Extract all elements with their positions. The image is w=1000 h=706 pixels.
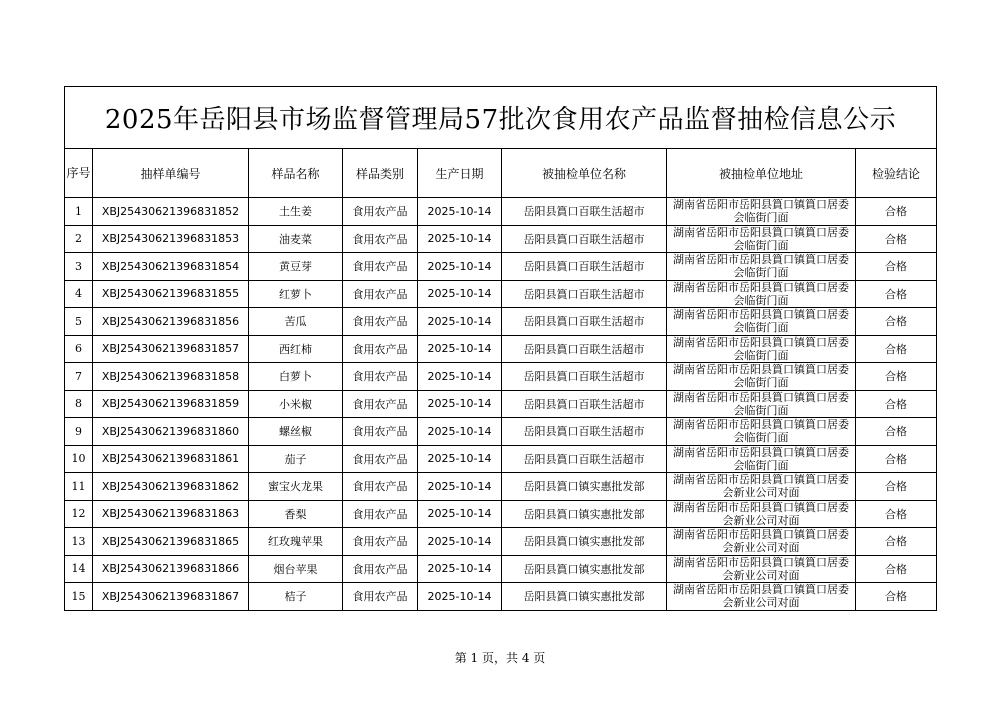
cell-unit: 岳阳县篔口镇实惠批发部	[502, 555, 667, 583]
cell-result: 合格	[856, 583, 937, 611]
cell-name: 茄子	[249, 445, 343, 473]
inspection-table	[64, 86, 937, 611]
cell-address	[667, 473, 856, 501]
cell-seq: 3	[65, 253, 93, 281]
cell-seq: 12	[65, 500, 93, 528]
cell-seq: 15	[65, 583, 93, 611]
cell-name: 红玫瑰苹果	[249, 528, 343, 556]
cell-date: 2025-10-14	[418, 555, 502, 583]
cell-seq: 9	[65, 418, 93, 446]
cell-date: 2025-10-14	[418, 308, 502, 336]
cell-result: 合格	[856, 445, 937, 473]
header-seq: 序号	[65, 149, 93, 198]
cell-category: 食用农产品	[343, 308, 418, 336]
cell-address	[667, 500, 856, 528]
table-row	[65, 335, 937, 363]
cell-name: 香梨	[249, 500, 343, 528]
cell-code: XBJ25430621396831859	[93, 390, 249, 418]
table-row	[65, 418, 937, 446]
cell-unit: 岳阳县篔口百联生活超市	[502, 280, 667, 308]
cell-name: 蜜宝火龙果	[249, 473, 343, 501]
cell-seq: 2	[65, 225, 93, 253]
cell-address	[667, 198, 856, 226]
cell-unit: 岳阳县篔口百联生活超市	[502, 390, 667, 418]
cell-result: 合格	[856, 253, 937, 281]
cell-result: 合格	[856, 198, 937, 226]
cell-date: 2025-10-14	[418, 280, 502, 308]
cell-code: XBJ25430621396831863	[93, 500, 249, 528]
cell-address-text: 湖南省岳阳市岳阳县篔口镇篔口居委会临街门面	[673, 418, 849, 445]
table-row	[65, 500, 937, 528]
cell-address	[667, 418, 856, 446]
cell-date: 2025-10-14	[418, 583, 502, 611]
table-row	[65, 473, 937, 501]
table-row	[65, 555, 937, 583]
cell-unit: 岳阳县篔口百联生活超市	[502, 335, 667, 363]
cell-category: 食用农产品	[343, 198, 418, 226]
cell-code: XBJ25430621396831858	[93, 363, 249, 391]
cell-address-text: 湖南省岳阳市岳阳县篔口镇篔口居委会临街门面	[673, 280, 849, 307]
cell-address	[667, 363, 856, 391]
cell-code: XBJ25430621396831855	[93, 280, 249, 308]
cell-result: 合格	[856, 225, 937, 253]
cell-unit: 岳阳县篔口镇实惠批发部	[502, 583, 667, 611]
cell-date: 2025-10-14	[418, 473, 502, 501]
cell-seq: 10	[65, 445, 93, 473]
cell-address-text: 湖南省岳阳市岳阳县篔口镇篔口居委会新业公司对面	[673, 500, 849, 527]
cell-code: XBJ25430621396831866	[93, 555, 249, 583]
cell-result: 合格	[856, 363, 937, 391]
cell-seq: 6	[65, 335, 93, 363]
cell-code: XBJ25430621396831854	[93, 253, 249, 281]
cell-code: XBJ25430621396831867	[93, 583, 249, 611]
cell-result: 合格	[856, 280, 937, 308]
cell-date: 2025-10-14	[418, 363, 502, 391]
cell-result: 合格	[856, 500, 937, 528]
cell-category: 食用农产品	[343, 225, 418, 253]
header-unit: 被抽检单位名称	[502, 149, 667, 198]
header-code: 抽样单编号	[93, 149, 249, 198]
cell-address	[667, 445, 856, 473]
cell-unit: 岳阳县篔口百联生活超市	[502, 225, 667, 253]
cell-category: 食用农产品	[343, 418, 418, 446]
cell-category: 食用农产品	[343, 473, 418, 501]
cell-result: 合格	[856, 473, 937, 501]
cell-result: 合格	[856, 418, 937, 446]
cell-address	[667, 253, 856, 281]
cell-name: 螺丝椒	[249, 418, 343, 446]
cell-name: 土生姜	[249, 198, 343, 226]
table-body	[65, 198, 937, 611]
table-row	[65, 280, 937, 308]
cell-category: 食用农产品	[343, 390, 418, 418]
cell-address-text: 湖南省岳阳市岳阳县篔口镇篔口居委会临街门面	[673, 198, 849, 225]
cell-address	[667, 308, 856, 336]
cell-result: 合格	[856, 335, 937, 363]
table-row	[65, 528, 937, 556]
cell-address-text: 湖南省岳阳市岳阳县篔口镇篔口居委会临街门面	[673, 335, 849, 362]
cell-name: 烟台苹果	[249, 555, 343, 583]
cell-date: 2025-10-14	[418, 225, 502, 253]
cell-address	[667, 280, 856, 308]
header-address: 被抽检单位地址	[667, 149, 856, 198]
cell-code: XBJ25430621396831857	[93, 335, 249, 363]
cell-address-text: 湖南省岳阳市岳阳县篔口镇篔口居委会新业公司对面	[673, 473, 849, 500]
cell-date: 2025-10-14	[418, 390, 502, 418]
cell-category: 食用农产品	[343, 335, 418, 363]
cell-date: 2025-10-14	[418, 528, 502, 556]
table-row	[65, 308, 937, 336]
cell-code: XBJ25430621396831861	[93, 445, 249, 473]
cell-category: 食用农产品	[343, 280, 418, 308]
cell-date: 2025-10-14	[418, 335, 502, 363]
cell-seq: 5	[65, 308, 93, 336]
cell-address-text: 湖南省岳阳市岳阳县篔口镇篔口居委会临街门面	[673, 253, 849, 280]
cell-category: 食用农产品	[343, 500, 418, 528]
table-row	[65, 253, 937, 281]
cell-unit: 岳阳县篔口百联生活超市	[502, 198, 667, 226]
cell-address-text: 湖南省岳阳市岳阳县篔口镇篔口居委会新业公司对面	[673, 528, 849, 555]
cell-unit: 岳阳县篔口百联生活超市	[502, 418, 667, 446]
cell-unit: 岳阳县篔口镇实惠批发部	[502, 500, 667, 528]
cell-name: 小米椒	[249, 390, 343, 418]
table-row	[65, 198, 937, 226]
cell-code: XBJ25430621396831853	[93, 225, 249, 253]
cell-unit: 岳阳县篔口百联生活超市	[502, 253, 667, 281]
cell-category: 食用农产品	[343, 445, 418, 473]
cell-category: 食用农产品	[343, 363, 418, 391]
cell-category: 食用农产品	[343, 555, 418, 583]
cell-code: XBJ25430621396831860	[93, 418, 249, 446]
cell-category: 食用农产品	[343, 528, 418, 556]
cell-date: 2025-10-14	[418, 445, 502, 473]
header-result: 检验结论	[856, 149, 937, 198]
cell-code: XBJ25430621396831865	[93, 528, 249, 556]
table-row	[65, 225, 937, 253]
cell-result: 合格	[856, 308, 937, 336]
cell-seq: 1	[65, 198, 93, 226]
cell-address	[667, 528, 856, 556]
cell-address-text: 湖南省岳阳市岳阳县篔口镇篔口居委会临街门面	[673, 225, 849, 252]
cell-address	[667, 225, 856, 253]
cell-code: XBJ25430621396831852	[93, 198, 249, 226]
cell-code: XBJ25430621396831856	[93, 308, 249, 336]
cell-name: 油麦菜	[249, 225, 343, 253]
cell-seq: 7	[65, 363, 93, 391]
cell-unit: 岳阳县篔口百联生活超市	[502, 308, 667, 336]
cell-address	[667, 555, 856, 583]
cell-address-text: 湖南省岳阳市岳阳县篔口镇篔口居委会新业公司对面	[673, 583, 849, 610]
cell-category: 食用农产品	[343, 253, 418, 281]
page-footer: 第 1 页，共 4 页	[454, 651, 546, 665]
cell-name: 西红柿	[249, 335, 343, 363]
cell-address	[667, 335, 856, 363]
cell-date: 2025-10-14	[418, 253, 502, 281]
cell-address-text: 湖南省岳阳市岳阳县篔口镇篔口居委会临街门面	[673, 390, 849, 417]
cell-address-text: 湖南省岳阳市岳阳县篔口镇篔口居委会临街门面	[673, 308, 849, 335]
cell-name: 苦瓜	[249, 308, 343, 336]
header-category: 样品类别	[343, 149, 418, 198]
cell-seq: 11	[65, 473, 93, 501]
cell-unit: 岳阳县篔口镇实惠批发部	[502, 473, 667, 501]
cell-name: 黄豆芽	[249, 253, 343, 281]
cell-seq: 13	[65, 528, 93, 556]
document-title: 2025年岳阳县市场监督管理局57批次食用农产品监督抽检信息公示	[65, 87, 937, 149]
cell-unit: 岳阳县篔口百联生活超市	[502, 363, 667, 391]
cell-date: 2025-10-14	[418, 500, 502, 528]
cell-code: XBJ25430621396831862	[93, 473, 249, 501]
table-row	[65, 363, 937, 391]
cell-address-text: 湖南省岳阳市岳阳县篔口镇篔口居委会新业公司对面	[673, 555, 849, 582]
cell-name: 桔子	[249, 583, 343, 611]
cell-name: 白萝卜	[249, 363, 343, 391]
cell-address-text: 湖南省岳阳市岳阳县篔口镇篔口居委会临街门面	[673, 445, 849, 472]
header-date: 生产日期	[418, 149, 502, 198]
header-name: 样品名称	[249, 149, 343, 198]
cell-seq: 14	[65, 555, 93, 583]
cell-seq: 4	[65, 280, 93, 308]
cell-category: 食用农产品	[343, 583, 418, 611]
cell-date: 2025-10-14	[418, 198, 502, 226]
cell-address	[667, 583, 856, 611]
table-row	[65, 390, 937, 418]
cell-date: 2025-10-14	[418, 418, 502, 446]
cell-result: 合格	[856, 555, 937, 583]
table-row	[65, 445, 937, 473]
cell-address-text: 湖南省岳阳市岳阳县篔口镇篔口居委会临街门面	[673, 363, 849, 390]
table-header-row	[65, 149, 937, 198]
cell-result: 合格	[856, 390, 937, 418]
cell-address	[667, 390, 856, 418]
table-row	[65, 583, 937, 611]
cell-unit: 岳阳县篔口百联生活超市	[502, 445, 667, 473]
cell-seq: 8	[65, 390, 93, 418]
cell-unit: 岳阳县篔口镇实惠批发部	[502, 528, 667, 556]
cell-result: 合格	[856, 528, 937, 556]
cell-name: 红萝卜	[249, 280, 343, 308]
